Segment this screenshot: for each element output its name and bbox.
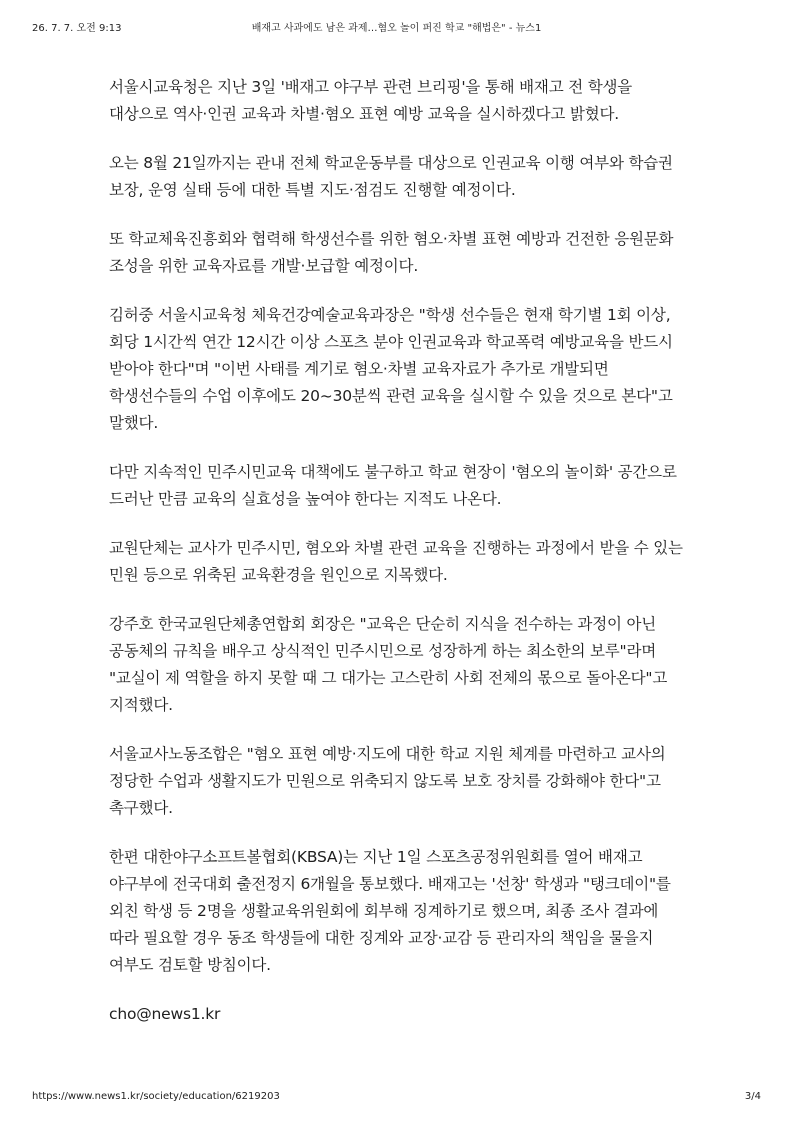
page-title: 배재고 사과에도 남은 과제…혐오 놀이 퍼진 학교 "해법은" - 뉴스1 <box>251 23 542 34</box>
article-paragraph: 김허중 서울시교육청 체육건강예술교육과장은 "학생 선수들은 현재 학기별 1회 이상, 회당 1시간씩 연간 12시간 이상 스포츠 분야 인권교육과 학교폭력 예방교육을 반드시 받아야 한다"며 "이번 사태를 계기로 혐오·차별 교육자료가 추가로 개발되면 학생선수들의 수업 이후에도 20~30분씩 관련 교육을 실시할 수 있을 것으로 본다"고 말했다. <box>109 306 673 432</box>
article-paragraph: 교원단체는 교사가 민주시민, 혐오와 차별 관련 교육을 진행하는 과정에서 받을 수 있는 민원 등으로 위축된 교육환경을 원인으로 지목했다. <box>109 539 683 584</box>
article-paragraph: 한편 대한야구소프트볼협회(KBSA)는 지난 1일 스포츠공정위원회를 열어 배재고 야구부에 전국대회 출전정지 6개월을 통보했다. 배재고는 '선창' 학생과 "탱크데이"를 외친 학생 등 2명을 생활교육위원회에 회부해 징계하기로 했으며, 최종 조사 결과에 따라 필요할 경우 동조 학생들에 대한 징계와 교장·교감 등 관리자의 책임을 물을지 여부도 검토할 방침이다. <box>109 848 671 974</box>
article-paragraph: 강주호 한국교원단체총연합회 회장은 "교육은 단순히 지식을 전수하는 과정이 아닌 공동체의 규칙을 배우고 상식적인 민주시민으로 성장하게 하는 최소한의 보루"라며 "교실이 제 역할을 하지 못할 때 그 대가는 고스란히 사회 전체의 몫으로 돌아온다"고 지적했다. <box>109 615 668 714</box>
print-footer <box>32 1090 761 1104</box>
article-paragraph: 서울시교육청은 지난 3일 '배재고 야구부 관련 브리핑'을 통해 배재고 전 학생을 대상으로 역사·인권 교육과 차별·혐오 표현 예방 교육을 실시하겠다고 밝혔다. <box>109 78 633 123</box>
reporter-email: cho@news1.kr <box>109 1005 221 1023</box>
article-paragraph: 서울교사노동조합은 "혐오 표현 예방·지도에 대한 학교 지원 체계를 마련하고 교사의 정당한 수업과 생활지도가 민원으로 위축되지 않도록 보호 장치를 강화해야 한다"고 촉구했다. <box>109 745 666 817</box>
article-paragraph: 오는 8월 21일까지는 관내 전체 학교운동부를 대상으로 인권교육 이행 여부와 학습권 보장, 운영 실태 등에 대한 특별 지도·점검도 진행할 예정이다. <box>109 154 673 199</box>
page-number: 3/4 <box>744 1091 761 1102</box>
article-body <box>109 74 689 1050</box>
page-url: https://www.news1.kr/society/education/6219203 <box>32 1091 280 1102</box>
print-header <box>32 22 761 36</box>
article-paragraph: 또 학교체육진흥회와 협력해 학생선수를 위한 혐오·차별 표현 예방과 건전한 응원문화 조성을 위한 교육자료를 개발·보급할 예정이다. <box>109 230 674 275</box>
print-date: 26. 7. 7. 오전 9:13 <box>32 23 122 34</box>
article-paragraph: 다만 지속적인 민주시민교육 대책에도 불구하고 학교 현장이 '혐오의 놀이화' 공간으로 드러난 만큼 교육의 실효성을 높여야 한다는 지적도 나온다. <box>109 463 677 508</box>
